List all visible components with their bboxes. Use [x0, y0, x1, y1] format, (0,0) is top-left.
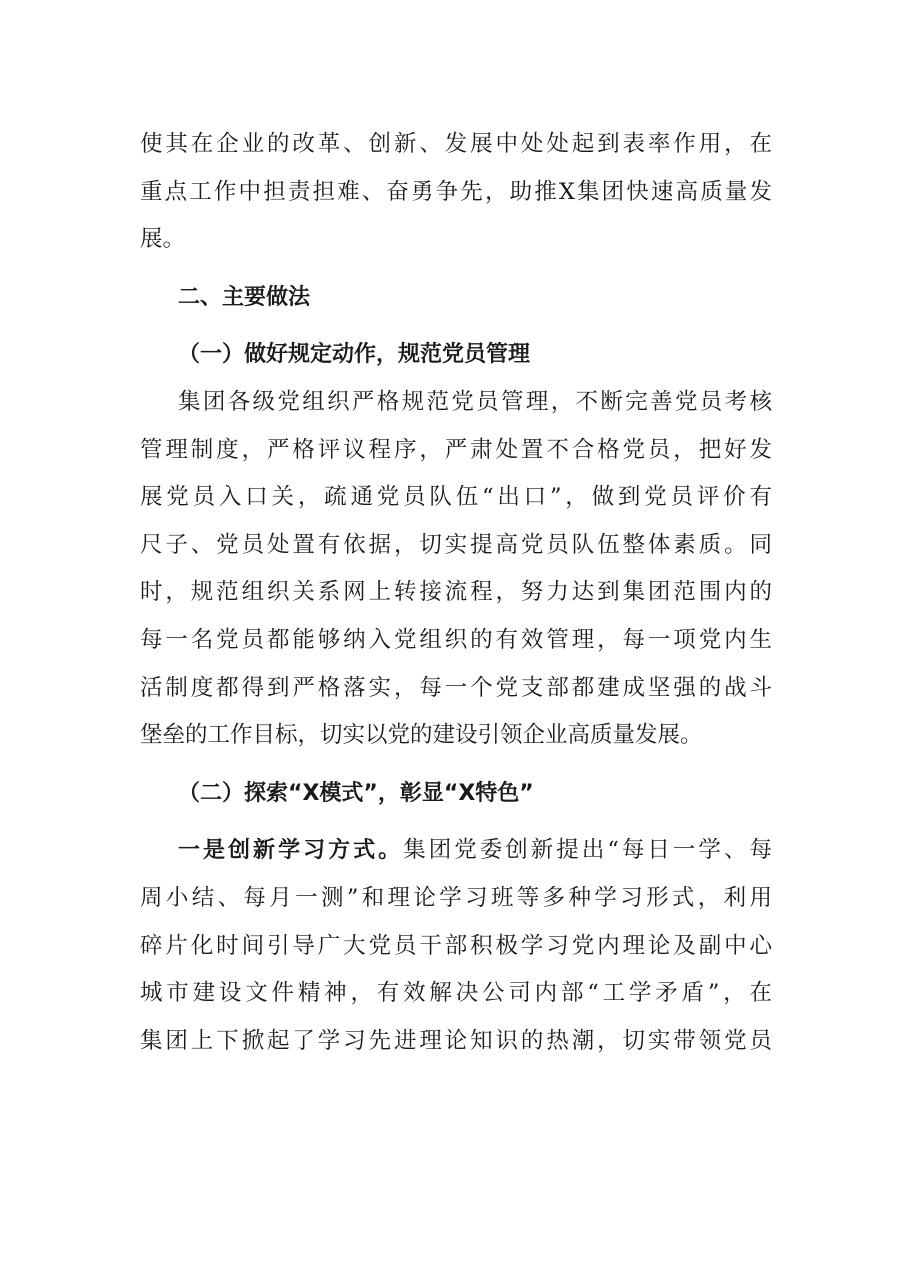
subheading-1: （一）做好规定动作，规范党员管理	[178, 342, 531, 368]
paragraph-3	[140, 827, 772, 1065]
text-line: 尺子、党员处置有依据，切实提高党员队伍整体素质。同	[140, 531, 772, 558]
lead-phrase: 一是创新学习方式。	[178, 838, 404, 864]
text-run: 集团党委创新提出“每日一学、每	[403, 837, 772, 864]
text-line: 每一名党员都能够纳入党组织的有效管理，每一项党内生	[140, 626, 772, 653]
text-line: 展党员入口关，疏通党员队伍“出口”，做到党员评价有	[140, 484, 772, 511]
section-heading: 二、主要做法	[178, 284, 311, 310]
text-line: 重点工作中担责担难、奋勇争先，助推X集团快速高质量发	[140, 178, 772, 205]
text-line	[140, 827, 772, 875]
subheading-2: （二）探索“X模式”，彰显“X特色”	[178, 780, 534, 806]
text-line: 碎片化时间引导广大党员干部积极学习党内理论及副中心	[140, 932, 772, 959]
text-line: 堡垒的工作目标，切实以党的建设引领企业高质量发展。	[140, 722, 703, 749]
text-line: 展。	[140, 226, 186, 253]
document-body	[140, 121, 772, 1065]
paragraph-2	[140, 379, 772, 760]
text-line: 集团上下掀起了学习先进理论知识的热潮，切实带领党员	[140, 1027, 772, 1054]
paragraph-1	[140, 121, 772, 264]
text-line: 周小结、每月一测”和理论学习班等多种学习形式，利用	[140, 884, 772, 911]
text-line: 时，规范组织关系网上转接流程，努力达到集团范围内的	[140, 579, 772, 606]
text-line: 使其在企业的改革、创新、发展中处处起到表率作用，在	[140, 131, 772, 157]
text-line: 城市建设文件精神，有效解决公司内部“工学矛盾”，在	[140, 980, 772, 1007]
text-line: 活制度都得到严格落实，每一个党支部都建成坚强的战斗	[140, 674, 772, 701]
text-line: 集团各级党组织严格规范党员管理，不断完善党员考核	[178, 388, 772, 415]
text-line: 管理制度，严格评议程序，严肃处置不合格党员，把好发	[140, 436, 772, 463]
